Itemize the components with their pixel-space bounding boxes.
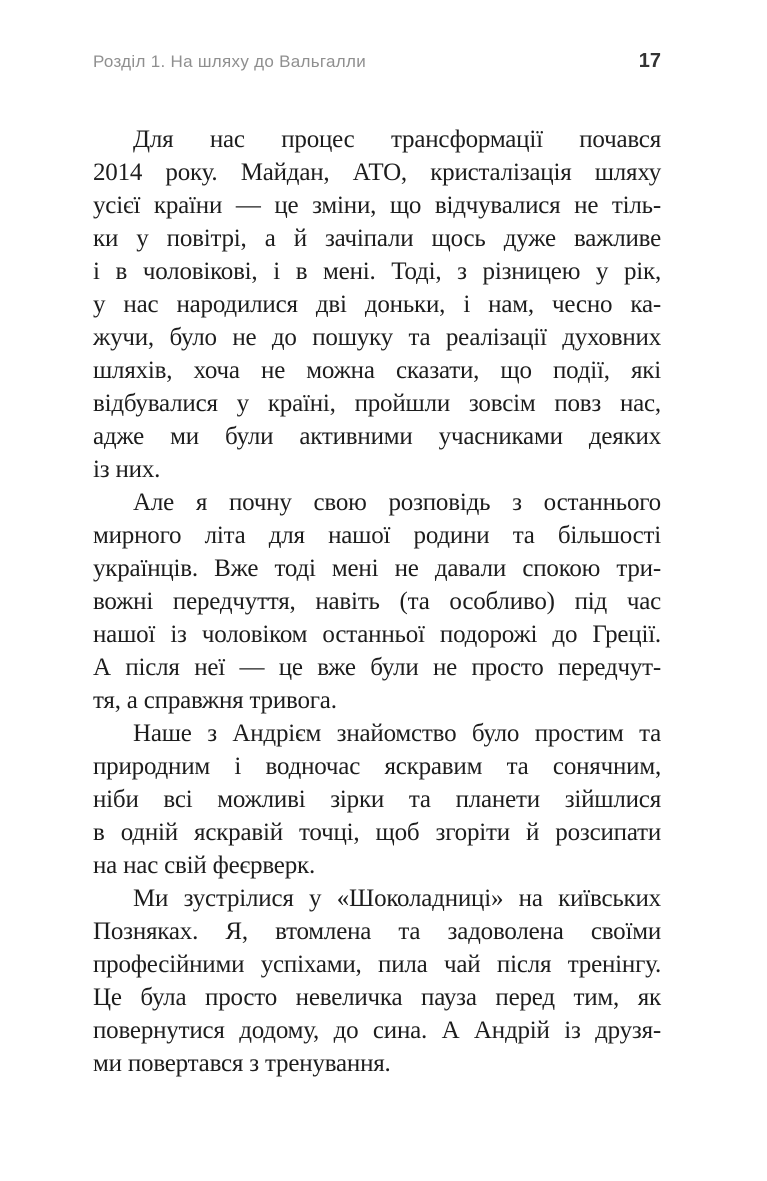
text-line: нашої із чоловіком останньої подорожі до Греції. — [93, 621, 661, 648]
text-line: на нас свій феєрверк. — [93, 852, 315, 879]
text-line: Наше з Андрієм знайомство було простим та — [133, 720, 661, 747]
text-line: із них. — [93, 456, 161, 483]
text-line: в одній яскравій точці, щоб згоріти й розсипати — [93, 819, 661, 846]
text-line: жучи, було не до пошуку та реалізації духовних — [93, 324, 661, 351]
text-line: усієї країни — це зміни, що відчувалися не тіль- — [93, 192, 661, 219]
paragraph — [93, 486, 661, 717]
text-line: ки у повітрі, а й зачіпали щось дуже важливе — [93, 225, 661, 252]
text-line: у нас народилися дві доньки, і нам, чесно ка- — [93, 291, 661, 318]
paragraph — [93, 123, 661, 486]
text-line: шляхів, хоча не можна сказати, що події, які — [93, 357, 661, 384]
paragraph — [93, 882, 661, 1080]
text-line: відбувалися у країні, пройшли зовсім повз нас, — [93, 390, 661, 417]
text-line: професійними успіхами, пила чай після тренінгу. — [93, 951, 661, 978]
text-line: Для нас процес трансформації почався — [133, 126, 661, 153]
chapter-running-title: Розділ 1. На шляху до Вальгалли — [93, 52, 367, 71]
text-block — [93, 123, 661, 1080]
text-line: ми повертався з тренування. — [93, 1050, 391, 1077]
text-line: Але я почну свою розповідь з останнього — [133, 489, 661, 516]
paragraph — [93, 717, 661, 882]
text-line: і в чоловікові, і в мені. Тоді, з різницею у рік, — [93, 258, 661, 285]
text-line: Позняках. Я, втомлена та задоволена своїми — [93, 918, 661, 945]
text-line: Ми зустрілися у «Шоколадниці» на київських — [133, 885, 661, 912]
text-line: вожні передчуття, навіть (та особливо) під час — [93, 588, 661, 615]
text-line: мирного літа для нашої родини та більшості — [93, 522, 661, 549]
text-line: тя, а справжня тривога. — [93, 687, 337, 714]
text-line: українців. Вже тоді мені не давали спокою три- — [93, 555, 661, 582]
text-line: повернутися додому, до сина. А Андрій із друзя- — [93, 1017, 661, 1044]
running-head — [93, 50, 661, 73]
text-line: А після неї — це вже були не просто передчут- — [93, 654, 661, 681]
text-line: адже ми були активними учасниками деяких — [93, 423, 661, 450]
page-number: 17 — [638, 50, 661, 72]
text-line: Це була просто невеличка пауза перед тим, як — [93, 984, 661, 1011]
text-line: 2014 року. Майдан, АТО, кристалізація шляху — [93, 159, 661, 186]
text-line: природним і водночас яскравим та сонячним, — [93, 753, 661, 780]
text-line: ніби всі можливі зірки та планети зійшлися — [93, 786, 661, 813]
